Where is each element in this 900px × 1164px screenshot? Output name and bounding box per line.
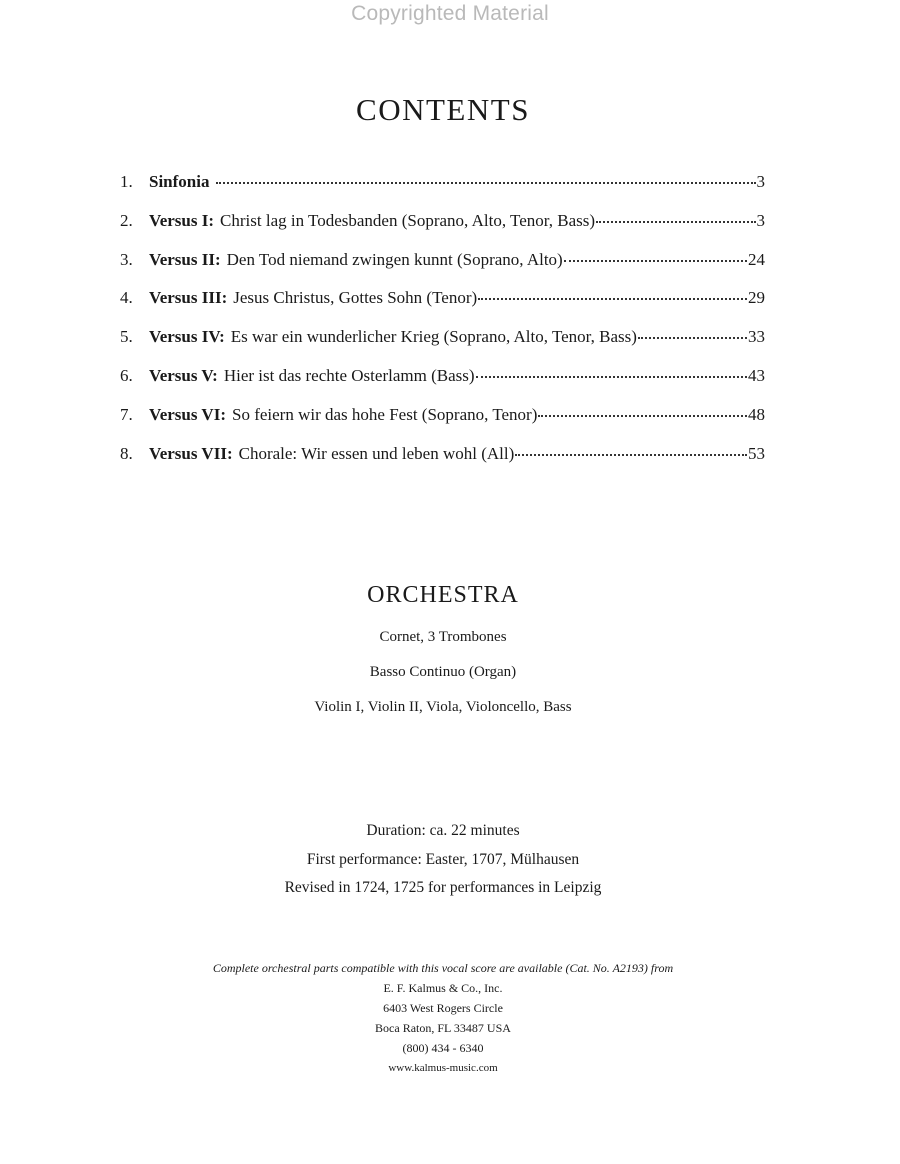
- toc-number: 4.: [120, 288, 133, 308]
- toc-page-number: 24: [748, 249, 765, 269]
- orchestra-heading: ORCHESTRA: [367, 582, 519, 608]
- toc-entry: [120, 211, 765, 250]
- toc-number: 5.: [120, 327, 133, 347]
- parts-availability-note: Complete orchestral parts compatible with this vocal score are available (Cat. No. A2193) from: [212, 961, 674, 975]
- orchestra-line: Violin I, Violin II, Viola, Violoncello, Bass: [314, 699, 572, 715]
- toc-entry: [120, 327, 765, 366]
- toc-page-number: 29: [748, 288, 765, 308]
- first-performance-text: First performance: Easter, 1707, Mülhausen: [306, 850, 580, 868]
- revision-text: Revised in 1724, 1725 for performances in Leipzig: [284, 879, 602, 896]
- performance-info: [0, 820, 886, 906]
- toc-entry: [120, 444, 765, 483]
- toc-number: 3.: [120, 249, 133, 269]
- toc-number: 8.: [120, 443, 133, 463]
- dot-leader: [216, 182, 755, 184]
- toc-page-number: 3: [756, 210, 765, 230]
- toc-entry: [120, 172, 765, 211]
- publisher-street: 6403 West Rogers Circle: [383, 1001, 503, 1015]
- toc-title: Hier ist das rechte Osterlamm (Bass): [223, 365, 475, 385]
- toc-movement-label: Versus III:: [149, 288, 228, 308]
- publisher-name: E. F. Kalmus & Co., Inc.: [383, 981, 503, 995]
- toc-page-number: 3: [756, 172, 765, 191]
- dot-leader: [515, 454, 747, 456]
- toc-page-number: 43: [748, 365, 765, 385]
- toc-title: So feiern wir das hohe Fest (Soprano, Tenor): [232, 404, 538, 424]
- orchestra-line: Cornet, 3 Trombones: [379, 629, 507, 645]
- toc-title: Christ lag in Todesbanden (Soprano, Alto, Tenor, Bass): [220, 210, 596, 230]
- toc-page-number: 48: [748, 404, 765, 424]
- publisher-block: [0, 958, 886, 1078]
- toc-number: 6.: [120, 365, 133, 385]
- toc-movement-label: Versus II:: [149, 249, 221, 269]
- dot-leader: [478, 298, 747, 300]
- publisher-phone: (800) 434 - 6340: [402, 1041, 484, 1055]
- toc-movement-label: Versus VII:: [149, 443, 233, 463]
- publisher-website: www.kalmus-music.com: [388, 1062, 498, 1074]
- duration-text: Duration: ca. 22 minutes: [366, 822, 520, 839]
- dot-leader: [638, 337, 747, 339]
- orchestra-line: Basso Continuo (Organ): [369, 664, 517, 680]
- orchestra-list: [0, 626, 886, 731]
- toc-title: Es war ein wunderlicher Krieg (Soprano, Alto, Tenor, Bass): [230, 327, 637, 347]
- dot-leader: [596, 221, 755, 223]
- copyright-watermark: Copyrighted Material: [351, 2, 549, 25]
- toc-page-number: 53: [748, 443, 765, 463]
- toc-entry: [120, 288, 765, 327]
- toc-movement-label: Sinfonia: [149, 172, 210, 191]
- table-of-contents: [120, 172, 765, 482]
- toc-movement-label: Versus IV:: [149, 327, 225, 347]
- toc-movement-label: Versus VI:: [149, 404, 226, 424]
- toc-title: Chorale: Wir essen und leben wohl (All): [238, 443, 515, 463]
- toc-page-number: 33: [748, 327, 765, 347]
- toc-number: 2.: [120, 210, 133, 230]
- toc-number: 7.: [120, 404, 133, 424]
- toc-number: 1.: [120, 172, 133, 191]
- dot-leader: [538, 415, 747, 417]
- publisher-city: Boca Raton, FL 33487 USA: [375, 1021, 511, 1035]
- toc-movement-label: Versus I:: [149, 210, 215, 230]
- dot-leader: [476, 376, 747, 378]
- toc-entry: [120, 250, 765, 289]
- contents-heading: CONTENTS: [356, 92, 530, 127]
- toc-title: Jesus Christus, Gottes Sohn (Tenor): [233, 288, 478, 308]
- toc-movement-label: Versus V:: [149, 365, 218, 385]
- dot-leader: [564, 260, 747, 262]
- toc-entry: [120, 366, 765, 405]
- toc-entry: [120, 405, 765, 444]
- toc-title: Den Tod niemand zwingen kunnt (Soprano, Alto): [226, 249, 563, 269]
